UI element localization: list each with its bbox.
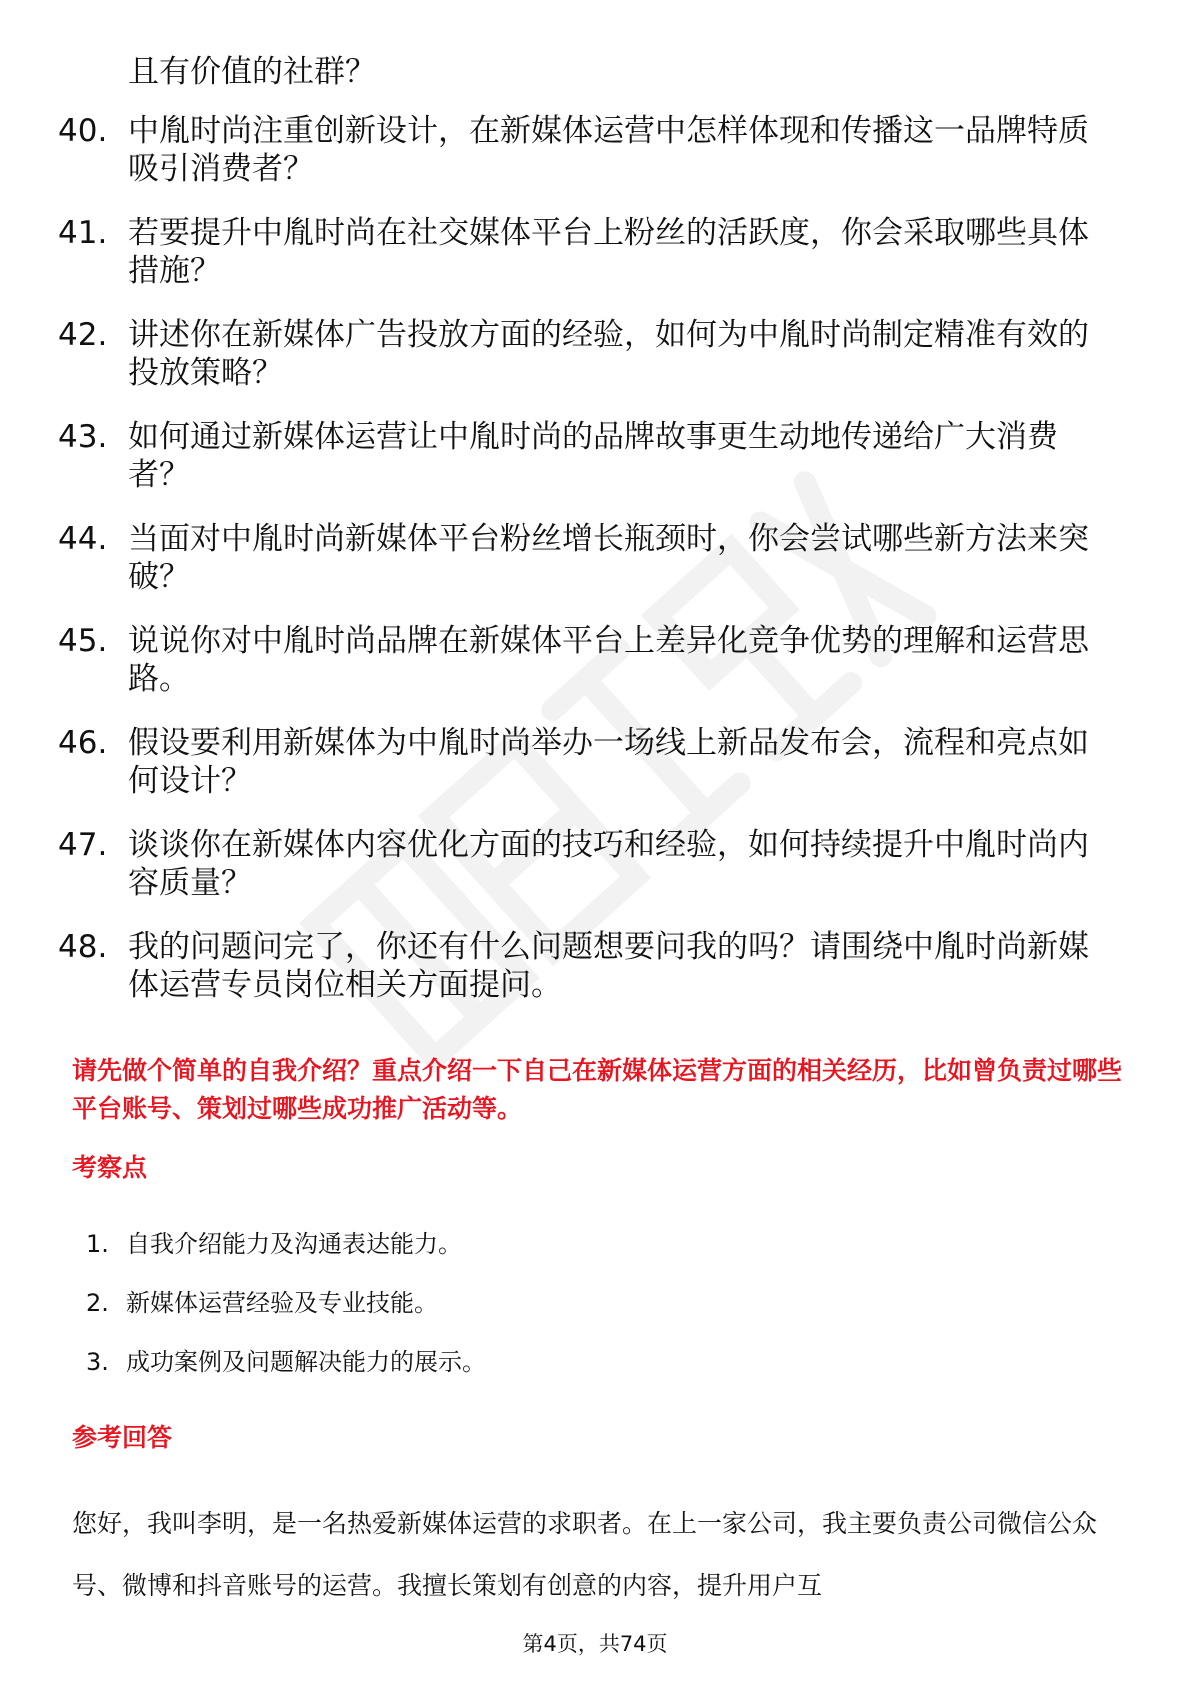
point-text: 成功案例及问题解决能力的展示。 bbox=[126, 1348, 486, 1376]
question-item bbox=[58, 928, 1118, 1004]
point-number: 1. bbox=[86, 1230, 109, 1258]
question-number: 45. bbox=[58, 623, 108, 659]
question-number: 43. bbox=[58, 419, 108, 455]
question-number: 47. bbox=[58, 827, 108, 863]
point-item bbox=[86, 1228, 486, 1260]
question-text: 我的问题问完了，你还有什么问题想要问我的吗？请围绕中胤时尚新媒体运营专员岗位相关方面提问。 bbox=[128, 929, 1089, 1003]
question-number: 40. bbox=[58, 113, 108, 149]
question-number: 44. bbox=[58, 521, 108, 557]
point-number: 2. bbox=[86, 1289, 109, 1317]
point-text: 新媒体运营经验及专业技能。 bbox=[126, 1289, 438, 1317]
question-item bbox=[58, 724, 1118, 800]
question-text: 说说你对中胤时尚品牌在新媒体平台上差异化竞争优势的理解和运营思路。 bbox=[128, 623, 1089, 697]
question-item bbox=[58, 214, 1118, 290]
question-number: 46. bbox=[58, 725, 108, 761]
question-item bbox=[58, 112, 1118, 188]
highlight-question: 请先做个简单的自我介绍？重点介绍一下自己在新媒体运营方面的相关经历，比如曾负责过哪些平台账号、策划过哪些成功推广活动等。 bbox=[72, 1056, 1123, 1123]
answer-paragraph: 您好，我叫李明，是一名热爱新媒体运营的求职者。在上一家公司，我主要负责公司微信公众号、微博和抖音账号的运营。我擅长策划有创意的内容，提升用户互 bbox=[72, 1509, 1098, 1600]
points-heading: 考察点 bbox=[72, 1153, 148, 1182]
page-footer: 第4页，共74页 bbox=[522, 1632, 668, 1656]
question-text: 若要提升中胤时尚在社交媒体平台上粉丝的活跃度，你会采取哪些具体措施？ bbox=[128, 215, 1089, 289]
question-number: 48. bbox=[58, 929, 108, 965]
question-item bbox=[58, 520, 1118, 596]
question-text: 当面对中胤时尚新媒体平台粉丝增长瓶颈时，你会尝试哪些新方法来突破？ bbox=[128, 521, 1089, 595]
point-text: 自我介绍能力及沟通表达能力。 bbox=[126, 1230, 462, 1258]
answer-heading: 参考回答 bbox=[72, 1423, 173, 1452]
question-number: 41. bbox=[58, 215, 108, 251]
question-item bbox=[58, 622, 1118, 698]
question-item bbox=[58, 418, 1118, 494]
question-item bbox=[58, 826, 1118, 902]
question-text: 中胤时尚注重创新设计，在新媒体运营中怎样体现和传播这一品牌特质吸引消费者？ bbox=[128, 113, 1089, 187]
points-list bbox=[86, 1228, 486, 1405]
point-item bbox=[86, 1287, 486, 1319]
question-continuation: 且有价值的社群？ bbox=[128, 54, 376, 90]
question-number: 42. bbox=[58, 317, 108, 353]
question-text: 讲述你在新媒体广告投放方面的经验，如何为中胤时尚制定精准有效的投放策略？ bbox=[128, 317, 1089, 391]
question-text: 谈谈你在新媒体内容优化方面的技巧和经验，如何持续提升中胤时尚内容质量？ bbox=[128, 827, 1089, 901]
question-item bbox=[58, 316, 1118, 392]
question-text: 如何通过新媒体运营让中胤时尚的品牌故事更生动地传递给广大消费者？ bbox=[128, 419, 1058, 493]
point-item bbox=[86, 1346, 486, 1378]
point-number: 3. bbox=[86, 1348, 109, 1376]
question-text: 假设要利用新媒体为中胤时尚举办一场线上新品发布会，流程和亮点如何设计？ bbox=[128, 725, 1089, 799]
question-list bbox=[58, 112, 1118, 1030]
